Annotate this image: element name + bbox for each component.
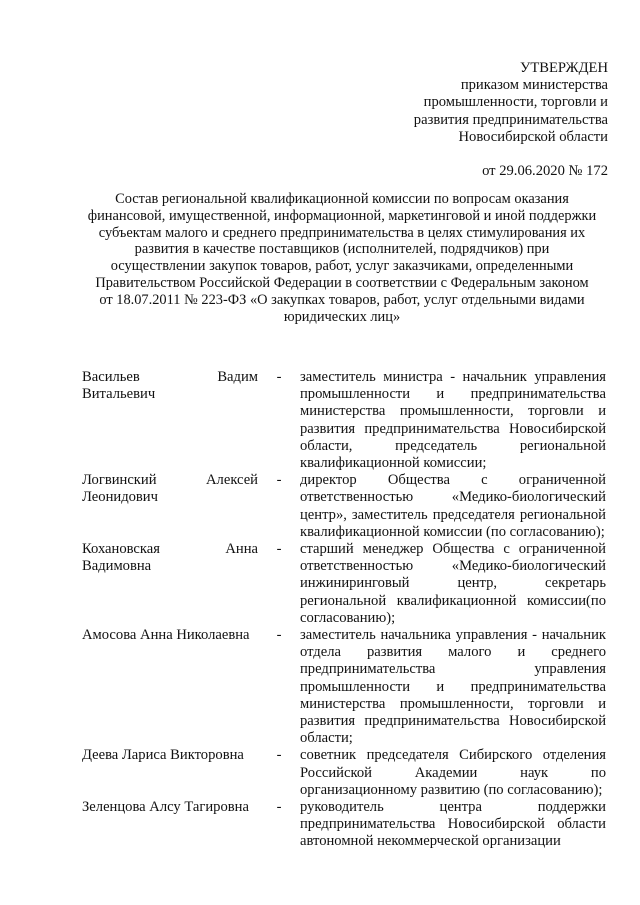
member-name: Кохановская Анна Вадимовна bbox=[82, 541, 258, 575]
member-name: Деева Лариса Викторовна bbox=[82, 747, 244, 764]
member-row bbox=[82, 799, 606, 851]
approval-line-1: приказом министерства bbox=[460, 77, 608, 94]
member-dash: - bbox=[276, 472, 282, 489]
approval-date: от 29.06.2020 № 172 bbox=[482, 163, 608, 180]
member-row bbox=[82, 627, 606, 747]
member-dash: - bbox=[276, 369, 282, 385]
member-name: Логвинский Алексей Леонидович bbox=[82, 472, 258, 506]
member-role: советник председателя Сибирского отделения Российской Академии наук по организационному развитию (по согласованию); bbox=[300, 747, 606, 798]
commission-members bbox=[82, 369, 606, 851]
member-dash: - bbox=[276, 541, 282, 558]
member-role: директор Общества с ограниченной ответственностью «Медико-биологический центр», заместитель председателя региональной квалификационной комиссии (по согласованию); bbox=[300, 472, 606, 540]
member-name: Зеленцова Алсу Тагировна bbox=[82, 799, 249, 816]
member-role: руководитель центра поддержки предпринимательства Новосибирской области автономной некоммерческой организации bbox=[300, 799, 606, 850]
approval-line-4: Новосибирской области bbox=[458, 128, 608, 145]
member-role: заместитель начальника управления - начальник отдела развития малого и среднего предпринимательства управления промышленности и предпринимательства министерства промышленности, торговли и развития предпринимательства Новосибирской области; bbox=[300, 627, 606, 747]
member-role: заместитель министра - начальник управления промышленности и предпринимательства министерства промышленности, торговли и развития предпринимательства Новосибирской области, председатель региональной квалификационной комиссии; bbox=[300, 369, 606, 472]
member-row bbox=[82, 472, 606, 541]
member-dash: - bbox=[276, 747, 282, 764]
approval-line-3: развития предпринимательства bbox=[413, 111, 608, 128]
member-name: Васильев Вадим Витальевич bbox=[82, 369, 258, 403]
approval-status: УТВЕРЖДЕН bbox=[520, 60, 608, 76]
member-row bbox=[82, 747, 606, 799]
member-name: Амосова Анна Николаевна bbox=[82, 627, 250, 644]
member-row bbox=[82, 541, 606, 627]
member-row bbox=[82, 369, 606, 472]
member-dash: - bbox=[276, 799, 282, 816]
document-heading: Состав региональной квалификационной комиссии по вопросам оказания финансовой, имущественной, информационной, маркетинговой и иной поддержки субъектам малого и среднего предпринимательства в целях стимулирования их развития в качестве поставщиков (исполнителей, подрядчиков) при осуществлении закупок товаров, работ, услуг заказчиками, определенными Правительством Российской Федерации в соответствии с Федеральным законом от 18.07.2011 № 223-ФЗ «О закупках товаров, работ, услуг отдельными видами юридических лиц» bbox=[87, 191, 597, 325]
approval-block bbox=[368, 60, 608, 180]
member-dash: - bbox=[276, 627, 282, 644]
member-role: старший менеджер Общества с ограниченной ответственностью «Медико-биологический инжиниринговый центр, секретарь региональной квалификационной комиссии(по согласованию); bbox=[300, 541, 606, 626]
approval-line-2: промышленности, торговли и bbox=[423, 94, 608, 111]
